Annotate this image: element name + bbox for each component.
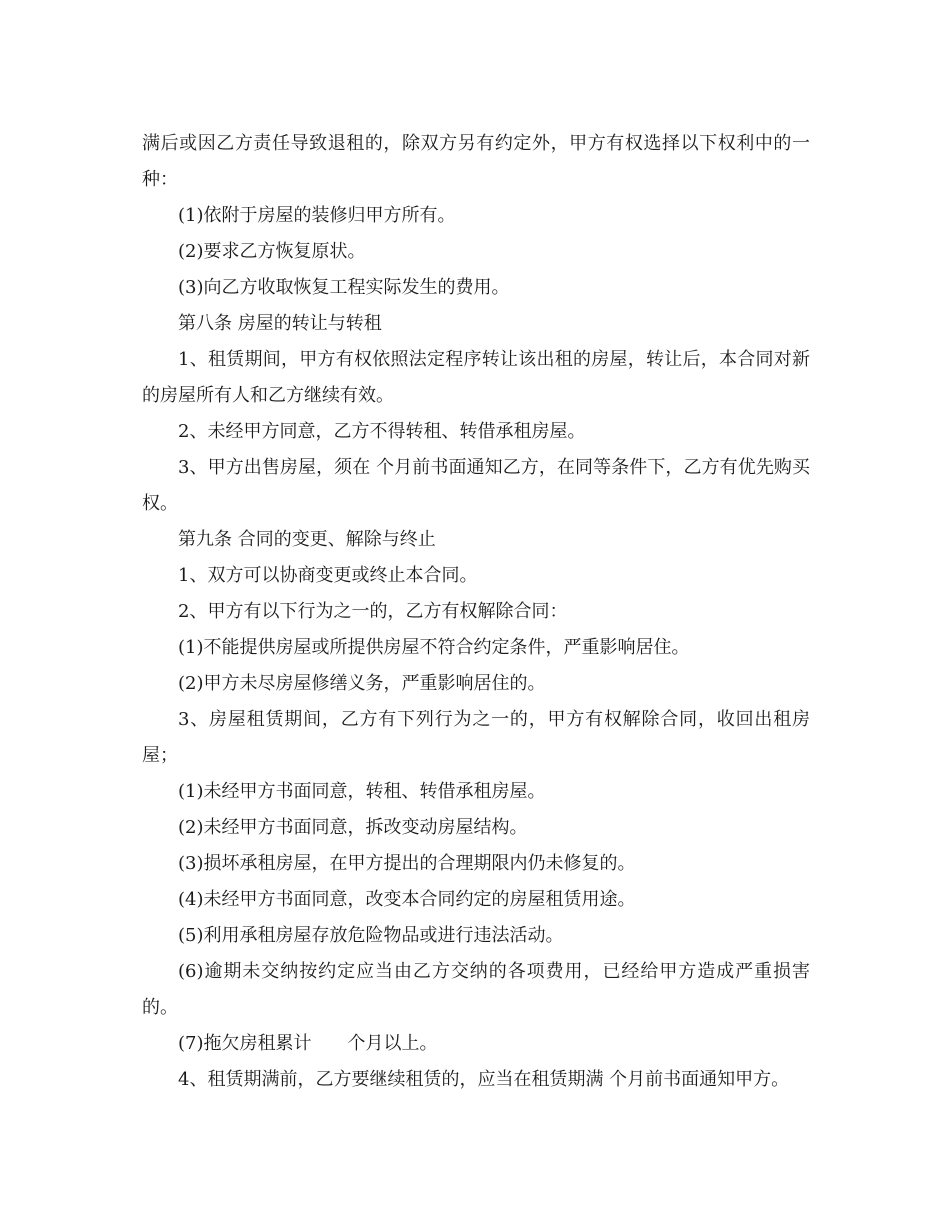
paragraph: 1、双方可以协商变更或终止本合同。: [178, 565, 478, 586]
paragraph: (5)利用承租房屋存放危险物品或进行违法活动。: [178, 925, 564, 946]
paragraph: (1)不能提供房屋或所提供房屋不符合约定条件，严重影响居住。: [178, 637, 690, 658]
paragraph: (7)拖欠房租累计 个月以上。: [178, 1033, 438, 1054]
paragraph: 3、甲方出售房屋，须在 个月前书面通知乙方，在同等条件下，乙方有优先购买权。: [142, 457, 810, 514]
paragraph: 1、租赁期间，甲方有权依照法定程序转让该出租的房屋，转让后，本合同对新的房屋所有人和乙方继续有效。: [142, 349, 810, 406]
section-heading: 第八条 房屋的转让与转租: [178, 313, 382, 334]
paragraph: 4、租赁期满前，乙方要继续租赁的，应当在租赁期满 个月前书面通知甲方。: [178, 1069, 790, 1090]
section-heading: 第九条 合同的变更、解除与终止: [178, 529, 436, 550]
paragraph: (2)甲方未尽房屋修缮义务，严重影响居住的。: [178, 673, 546, 694]
paragraph: 2、甲方有以下行为之一的，乙方有权解除合同：: [178, 601, 568, 622]
paragraph: (6)逾期未交纳按约定应当由乙方交纳的各项费用，已经给甲方造成严重损害的。: [142, 961, 810, 1018]
paragraph: (1)依附于房屋的装修归甲方所有。: [178, 205, 456, 226]
paragraph: (1)未经甲方书面同意，转租、转借承租房屋。: [178, 781, 546, 802]
paragraph: (3)向乙方收取恢复工程实际发生的费用。: [178, 277, 510, 298]
document-body: [142, 126, 810, 1098]
paragraph: (2)未经甲方书面同意，拆改变动房屋结构。: [178, 817, 528, 838]
paragraph: (4)未经甲方书面同意，改变本合同约定的房屋租赁用途。: [178, 889, 636, 910]
paragraph: 3、房屋租赁期间，乙方有下列行为之一的，甲方有权解除合同，收回出租房屋；: [142, 709, 810, 766]
paragraph: 2、未经甲方同意，乙方不得转租、转借承租房屋。: [178, 421, 586, 442]
paragraph: (3)损坏承租房屋，在甲方提出的合理期限内仍未修复的。: [178, 853, 636, 874]
paragraph: 满后或因乙方责任导致退租的，除双方另有约定外，甲方有权选择以下权利中的一种：: [142, 133, 810, 190]
paragraph: (2)要求乙方恢复原状。: [178, 241, 366, 262]
